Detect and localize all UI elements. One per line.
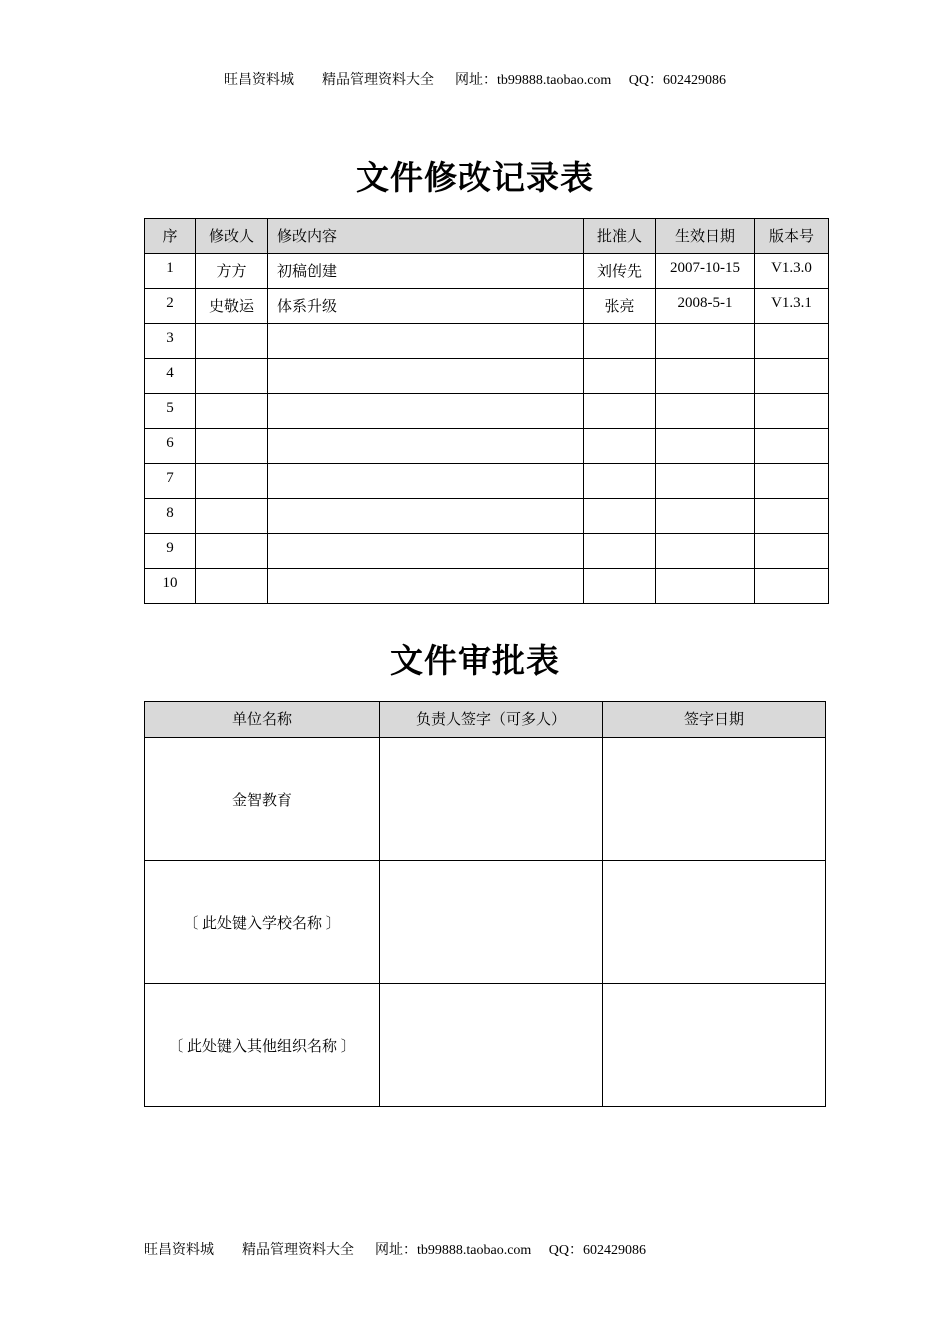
- row-modifier: [196, 429, 268, 464]
- row-modifier: [196, 534, 268, 569]
- row-date: [656, 569, 755, 604]
- column-header-no: 序: [145, 219, 196, 254]
- row-content: [268, 394, 584, 429]
- row-no: 1: [145, 254, 196, 289]
- table-header-row: [145, 702, 826, 738]
- column-header-approver: 批准人: [584, 219, 656, 254]
- signature-cell: [380, 984, 603, 1107]
- row-modifier: [196, 359, 268, 394]
- approval-title: 文件审批表: [390, 641, 560, 680]
- row-content: 初稿创建: [268, 254, 584, 289]
- unit-name-cell: 金智教育: [145, 738, 380, 861]
- row-version: [755, 534, 829, 569]
- row-content: [268, 359, 584, 394]
- row-content: [268, 569, 584, 604]
- table-row: [145, 984, 826, 1107]
- unit-name-cell: 〔 此处键入学校名称 〕: [145, 861, 380, 984]
- row-content: [268, 499, 584, 534]
- row-modifier: 方方: [196, 254, 268, 289]
- column-header-sign-date: 签字日期: [603, 702, 826, 738]
- row-modifier: [196, 324, 268, 359]
- row-date: [656, 464, 755, 499]
- row-version: [755, 499, 829, 534]
- row-date: [656, 324, 755, 359]
- row-version: V1.3.1: [755, 289, 829, 324]
- row-date: [656, 429, 755, 464]
- row-content: [268, 429, 584, 464]
- column-header-content: 修改内容: [268, 219, 584, 254]
- row-modifier: [196, 569, 268, 604]
- signature-cell: [380, 861, 603, 984]
- row-no: 7: [145, 464, 196, 499]
- table-row: [145, 359, 829, 394]
- column-header-unit: 单位名称: [145, 702, 380, 738]
- row-modifier: 史敬运: [196, 289, 268, 324]
- sign-date-cell: [603, 738, 826, 861]
- row-modifier: [196, 499, 268, 534]
- row-version: [755, 464, 829, 499]
- table-row: [145, 861, 826, 984]
- table-row: [145, 499, 829, 534]
- row-approver: [584, 324, 656, 359]
- row-approver: [584, 569, 656, 604]
- table-row: [145, 738, 826, 861]
- table-row: [145, 534, 829, 569]
- row-version: [755, 394, 829, 429]
- row-version: [755, 324, 829, 359]
- table-header-row: [145, 219, 829, 254]
- row-version: [755, 569, 829, 604]
- row-approver: [584, 499, 656, 534]
- column-header-modifier: 修改人: [196, 219, 268, 254]
- column-header-date: 生效日期: [656, 219, 755, 254]
- row-date: [656, 359, 755, 394]
- row-date: [656, 534, 755, 569]
- row-approver: 刘传先: [584, 254, 656, 289]
- table-row: [145, 254, 829, 289]
- table-row: [145, 569, 829, 604]
- table-row: [145, 289, 829, 324]
- row-date: 2007-10-15: [656, 254, 755, 289]
- page-footer: 旺昌资料城 精品管理资料大全 网址：tb99888.taobao.com QQ：602429086: [144, 1243, 647, 1258]
- row-version: [755, 429, 829, 464]
- table-row: [145, 324, 829, 359]
- row-content: 体系升级: [268, 289, 584, 324]
- row-approver: [584, 534, 656, 569]
- modification-record-table: [144, 218, 829, 604]
- row-no: 2: [145, 289, 196, 324]
- row-no: 6: [145, 429, 196, 464]
- row-approver: [584, 394, 656, 429]
- row-date: [656, 394, 755, 429]
- signature-cell: [380, 738, 603, 861]
- row-content: [268, 464, 584, 499]
- page-header: 旺昌资料城 精品管理资料大全 网址：tb99888.taobao.com QQ：602429086: [223, 73, 727, 88]
- row-version: [755, 359, 829, 394]
- row-no: 9: [145, 534, 196, 569]
- row-no: 10: [145, 569, 196, 604]
- row-no: 8: [145, 499, 196, 534]
- row-approver: [584, 464, 656, 499]
- table-row: [145, 429, 829, 464]
- row-approver: 张亮: [584, 289, 656, 324]
- row-modifier: [196, 394, 268, 429]
- table-row: [145, 394, 829, 429]
- row-no: 4: [145, 359, 196, 394]
- row-no: 3: [145, 324, 196, 359]
- modification-record-title: 文件修改记录表: [356, 158, 594, 197]
- row-approver: [584, 359, 656, 394]
- unit-name-cell: 〔 此处键入其他组织名称 〕: [145, 984, 380, 1107]
- sign-date-cell: [603, 984, 826, 1107]
- column-header-version: 版本号: [755, 219, 829, 254]
- table-row: [145, 464, 829, 499]
- row-approver: [584, 429, 656, 464]
- row-date: [656, 499, 755, 534]
- sign-date-cell: [603, 861, 826, 984]
- row-content: [268, 324, 584, 359]
- approval-table: [144, 701, 826, 1107]
- column-header-signature: 负责人签字（可多人）: [380, 702, 603, 738]
- row-version: V1.3.0: [755, 254, 829, 289]
- row-modifier: [196, 464, 268, 499]
- row-no: 5: [145, 394, 196, 429]
- row-date: 2008-5-1: [656, 289, 755, 324]
- row-content: [268, 534, 584, 569]
